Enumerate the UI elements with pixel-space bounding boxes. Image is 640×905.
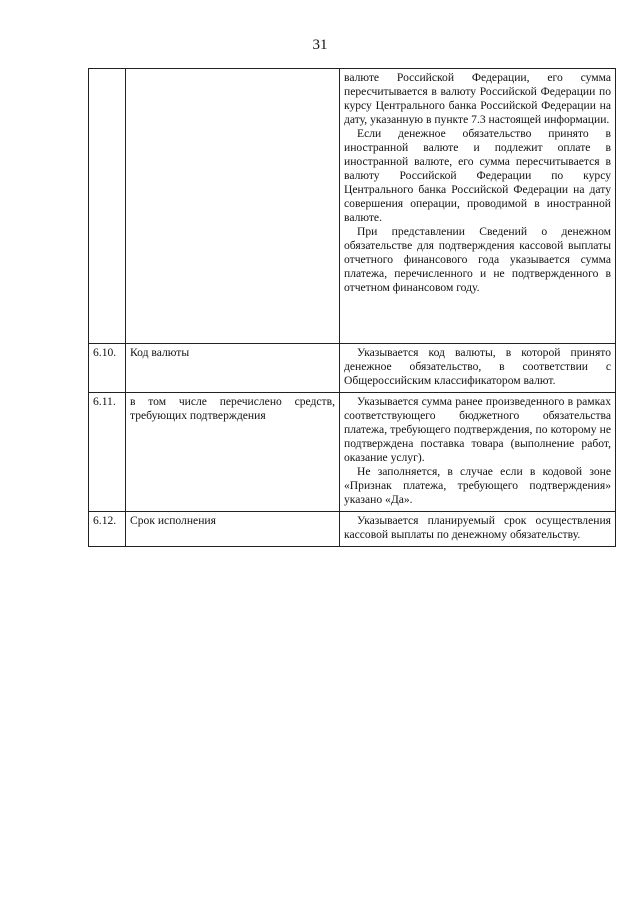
description-paragraph: валюте Российской Федерации, его сумма пересчитывается в валюту Российской Федерации по курсу Центрального банка Российской Федерации на дату, указанную в пункте 7.3 настоящей информации. xyxy=(344,71,611,126)
page-number: 31 xyxy=(312,37,328,53)
field-description xyxy=(340,344,616,393)
requirements-table xyxy=(88,68,616,547)
description-paragraph: Указывается код валюты, в которой принято денежное обязательство, в соответствии с Общероссийским классификатором валют. xyxy=(344,346,611,387)
row-number: 6.12. xyxy=(89,512,126,547)
field-name: Срок исполнения xyxy=(126,512,340,547)
field-description xyxy=(340,393,616,512)
row-number xyxy=(89,69,126,344)
description-paragraph: Указывается планируемый срок осуществления кассовой выплаты по денежному обязательству. xyxy=(344,514,611,541)
table-row-6-12 xyxy=(89,512,616,547)
table-row-6-10 xyxy=(89,344,616,393)
row-number: 6.11. xyxy=(89,393,126,512)
description-paragraph: Если денежное обязательство принято в иностранной валюте и подлежит оплате в иностранной валюте, его сумма пересчитывается в валюту Российской Федерации по курсу Центрального банка Российской Федерации на дату совершения операции, проводимой в иностранной валюте. xyxy=(344,127,611,224)
field-name: Код валюты xyxy=(126,344,340,393)
row-number: 6.10. xyxy=(89,344,126,393)
field-name: в том числе перечислено средств, требующих подтверждения xyxy=(126,393,340,512)
field-name xyxy=(126,69,340,344)
table-row-6-11 xyxy=(89,393,616,512)
field-description xyxy=(340,512,616,547)
description-paragraph: При представлении Сведений о денежном обязательстве для подтверждения кассовой выплаты отчетного финансового года указывается сумма платежа, перечисленного и не подтвержденного в отчетном финансовом году. xyxy=(344,225,611,294)
table-row-continuation xyxy=(89,69,616,344)
description-paragraph: Указывается сумма ранее произведенного в рамках соответствующего бюджетного обязательства платежа, требующего подтверждения, по которому не подтверждена поставка товара (выполнение работ, оказание услуг). xyxy=(344,395,611,464)
description-paragraph: Не заполняется, в случае если в кодовой зоне «Признак платежа, требующего подтверждения» указано «Да». xyxy=(344,465,611,506)
field-description xyxy=(340,69,616,344)
